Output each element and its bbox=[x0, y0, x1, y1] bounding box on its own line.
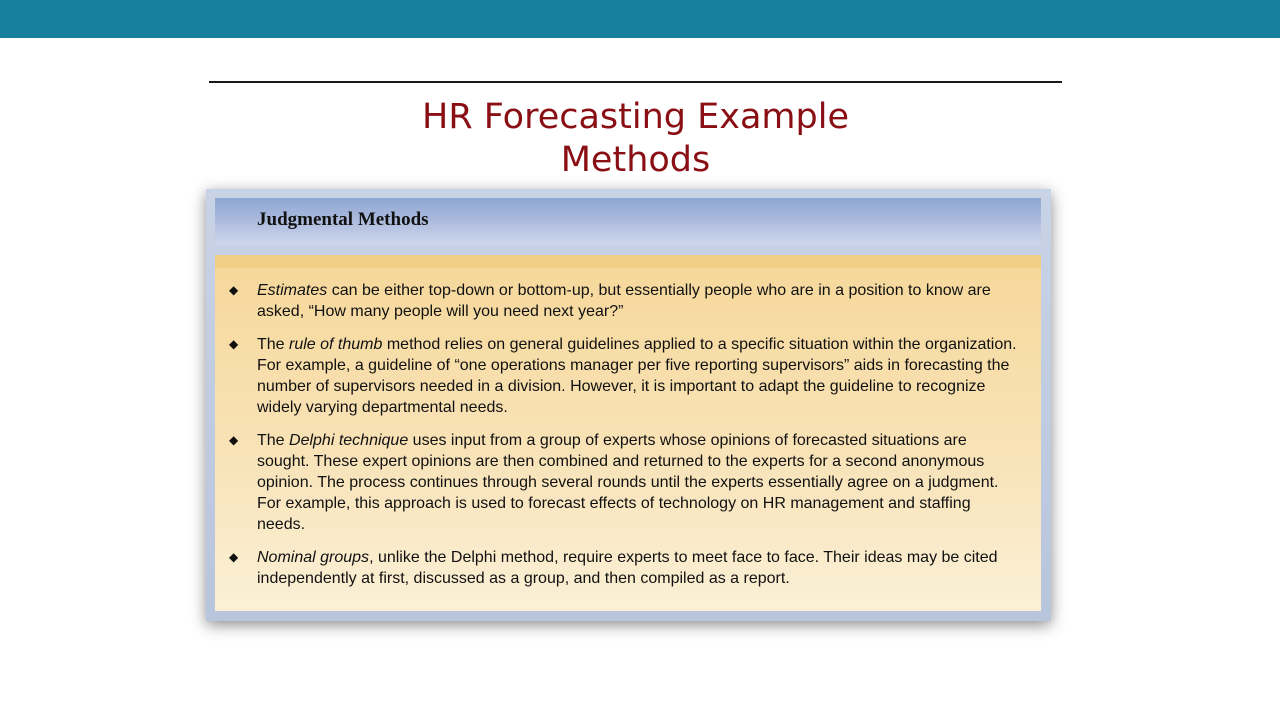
bullet-text: , unlike the Delphi method, require experts to meet face to face. Their ideas may be cited independently at first, discussed as a group, and then compiled as a report. bbox=[257, 549, 998, 587]
bullet-term: Nominal groups bbox=[257, 549, 370, 566]
bullet-diamond-icon: ◆ bbox=[229, 550, 239, 564]
panel-header bbox=[215, 198, 1041, 245]
slide-title-line-2: Methods bbox=[560, 140, 711, 180]
slide-title-line-1: HR Forecasting Example bbox=[422, 97, 849, 137]
bullet-term: rule of thumb bbox=[289, 336, 383, 353]
bullet-term: Delphi technique bbox=[289, 432, 409, 449]
title-divider bbox=[209, 81, 1062, 83]
judgmental-methods-panel bbox=[206, 189, 1051, 621]
method-list bbox=[215, 280, 1041, 601]
bullet-diamond-icon: ◆ bbox=[229, 337, 239, 351]
list-item-estimates bbox=[215, 280, 1041, 322]
panel-body-top-band bbox=[215, 255, 1041, 268]
panel-header-title: Judgmental Methods bbox=[257, 209, 429, 230]
bullet-text: can be either top-down or bottom-up, but essentially people who are in a position to know are asked, “How many people will you need next year?” bbox=[257, 282, 991, 320]
list-item-nominal-groups bbox=[215, 547, 1041, 589]
bullet-text: method relies on general guidelines applied to a specific situation within the organization. For example, a guideline of “one operations manager per five reporting supervisors” aids in forecasting the number of supervisors needed in a division. However, it is important to adapt the guideline to recognize widely varying departmental needs. bbox=[257, 336, 1017, 416]
bullet-text: uses input from a group of experts whose opinions of forecasted situations are sought. These expert opinions are then combined and returned to the experts for a second anonymous opinion. The process continues through several rounds until the experts essentially agree on a judgment. For example, this approach is used to forecast effects of technology on HR management and staffing needs. bbox=[257, 432, 999, 533]
bullet-diamond-icon: ◆ bbox=[229, 433, 239, 447]
bullet-diamond-icon: ◆ bbox=[229, 283, 239, 297]
list-item-rule-of-thumb bbox=[215, 334, 1041, 418]
list-item-delphi-technique bbox=[215, 430, 1041, 535]
bullet-prefix: The bbox=[257, 432, 290, 449]
panel-body bbox=[215, 268, 1041, 611]
bullet-prefix: The bbox=[257, 336, 290, 353]
slide-title bbox=[209, 96, 1062, 182]
top-accent-bar bbox=[0, 0, 1280, 38]
bullet-term: Estimates bbox=[257, 282, 328, 299]
